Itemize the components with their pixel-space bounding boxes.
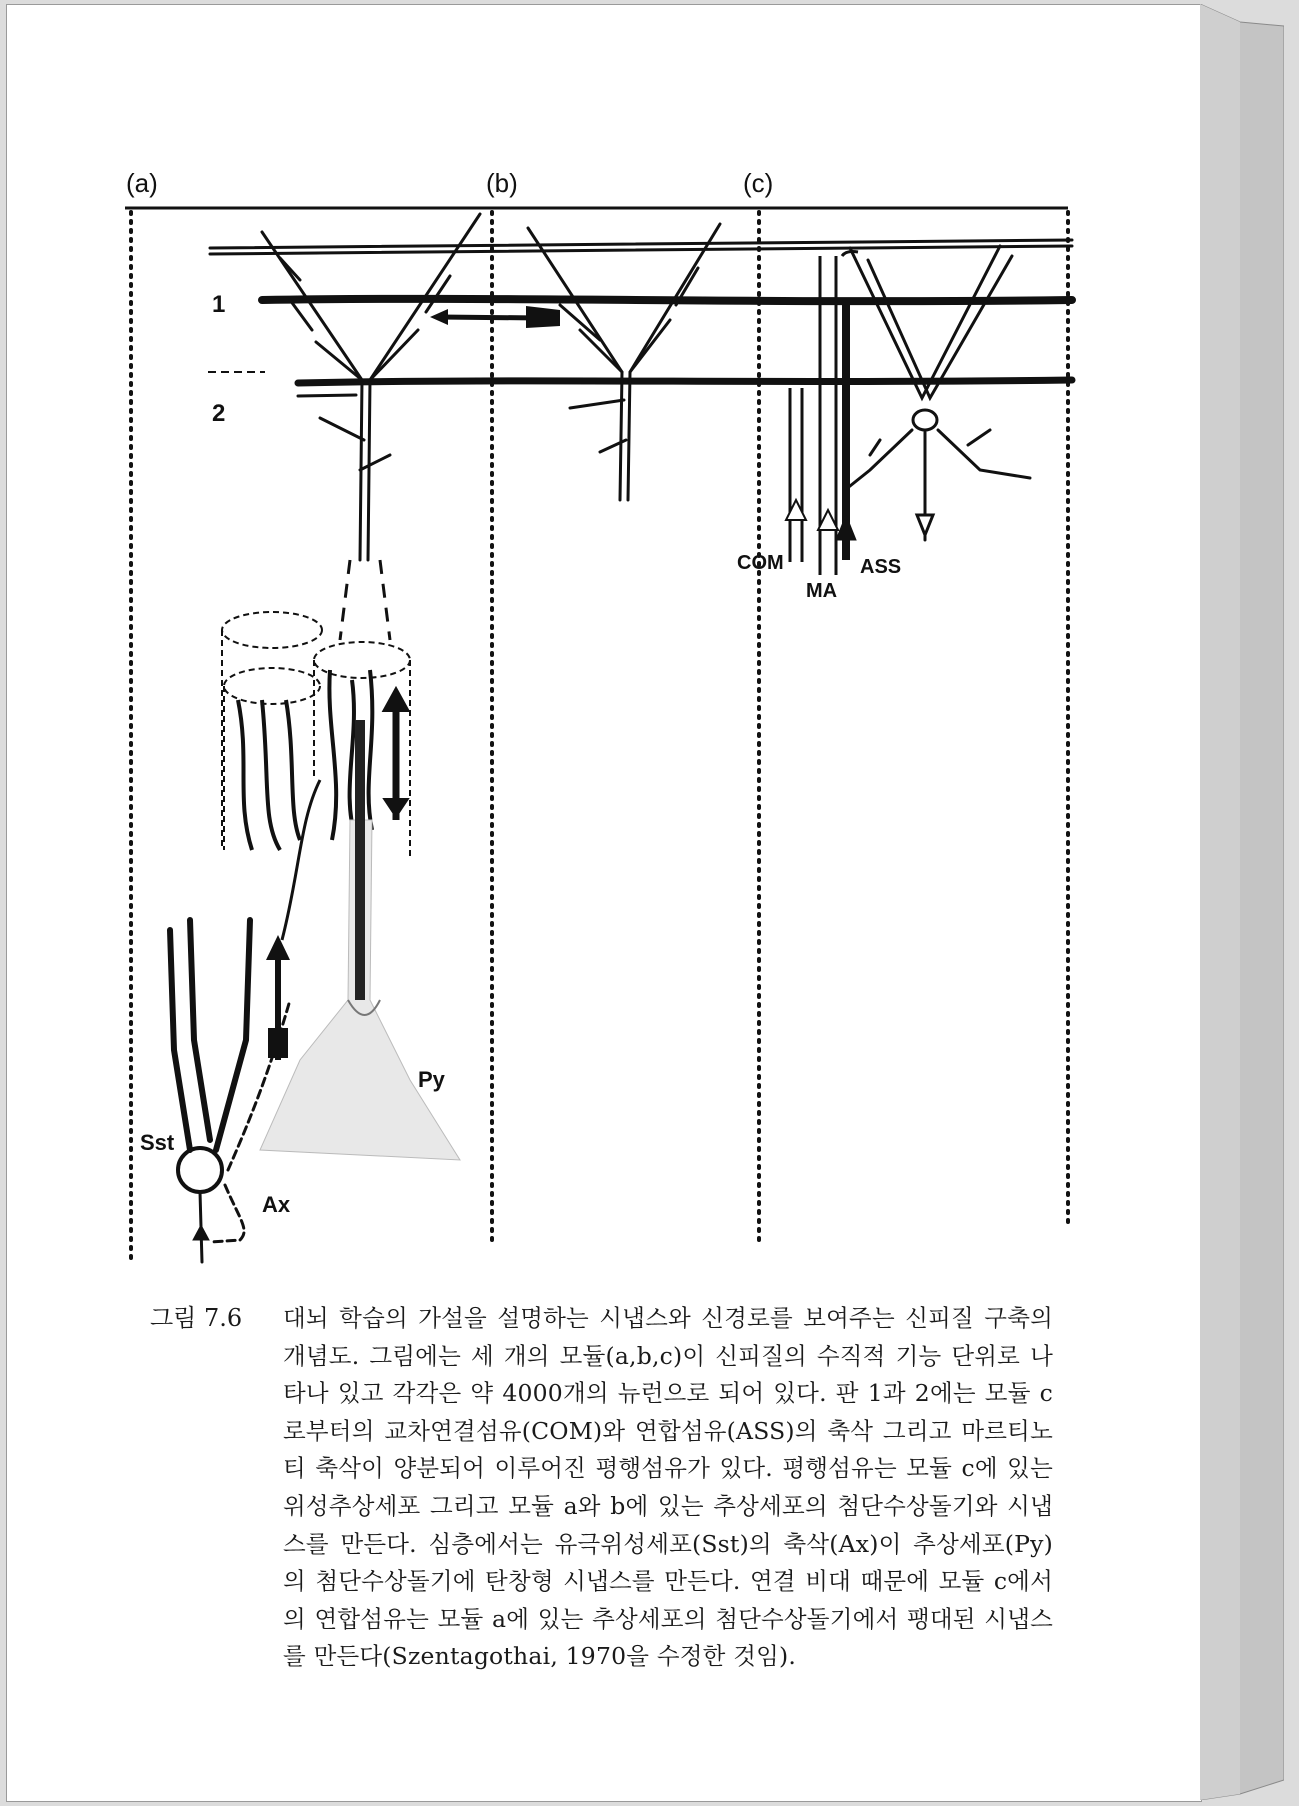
fiber-arrow-left: [430, 306, 560, 328]
layer-label-2: 2: [212, 400, 226, 427]
dashed-link: [340, 560, 390, 640]
fiber-label-ma: MA: [806, 580, 838, 602]
cell-label-py: Py: [418, 1067, 445, 1092]
pyramidal-dendrite-b: [528, 224, 720, 500]
fiber-label-ass: ASS: [860, 556, 902, 578]
module-columns: [222, 612, 410, 860]
layer-label-1: 1: [212, 291, 226, 318]
cell-label-sst: Sst: [140, 1130, 175, 1155]
caption-label: 그림 7.6: [150, 1304, 243, 1332]
axon-arrow: [266, 780, 320, 1060]
pyramidal-dendrite-a: [262, 214, 480, 560]
stellate-cell-c: [845, 246, 1030, 540]
column-fibers: [238, 670, 407, 850]
panel-label-b: (b): [486, 168, 518, 198]
module-boundaries: [131, 212, 1068, 1262]
book-spine-edge: [1200, 4, 1284, 1800]
panel-label-a: (a): [126, 168, 158, 198]
cell-label-ax: Ax: [262, 1192, 291, 1217]
pyramidal-cell-py: [260, 720, 460, 1160]
fiber-label-com: COM: [737, 552, 784, 574]
caption-text: 대뇌 학습의 가설을 설명하는 시냅스와 신경로를 보여주는 신피질 구축의 개념도. 그림에는 세 개의 모듈(a,b,c)이 신피질의 수직적 기능 단위로 나타나 있고 각각은 약 4000개의 뉴런으로 되어 있다. 판 1과 2에는 모듈 c로부터의 교차연결섬유(COM)와 연합섬유(ASS)의 축삭 그리고 마르티노티 축삭이 양분되어 이루어진 평행섬유가 있다. 평행섬유는 모듈 c에 있는 위성추상세포 그리고 모듈 a와 b에 있는 추상세포의 첨단수상돌기와 시냅스를 만든다. 심층에서는 유극위성세포(Sst)의 축삭(Ax)이 추상세포(Py)의 첨단수상돌기에 탄창형 시냅스를 만든다. 연결 비대 때문에 모듈 c에서의 연합섬유는 모듈 a에 있는 추상세포의 첨단수상돌기에서 팽대된 시냅스를 만든다(Szentagothai, 1970을 수정한 것임).: [283, 1304, 1053, 1671]
panel-label-c: (c): [743, 168, 774, 198]
